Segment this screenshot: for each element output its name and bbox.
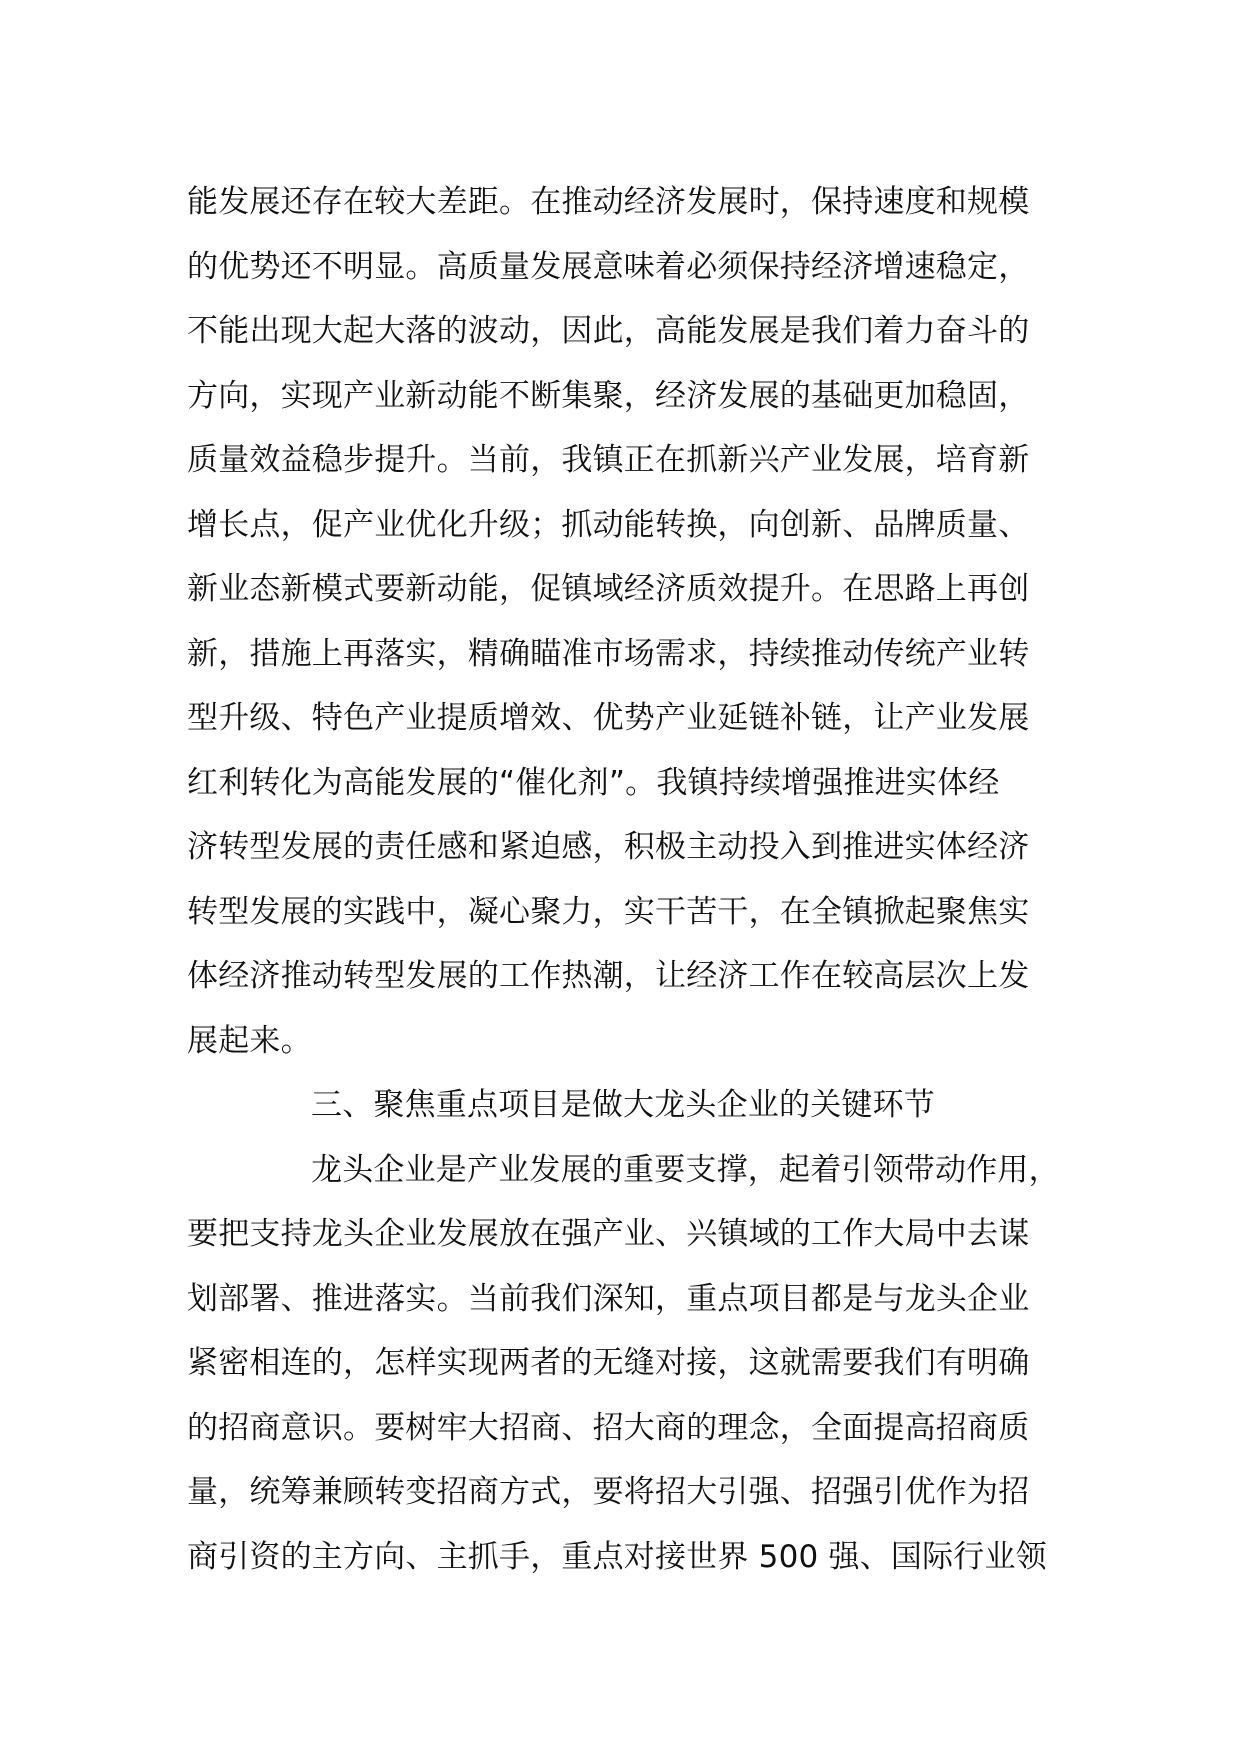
- paragraph-line: 济转型发展的责任感和紧迫感，积极主动投入到推进实体经济: [187, 829, 1030, 865]
- paragraph-line: 型升级、特色产业提质增效、优势产业延链补链，让产业发展: [187, 700, 1030, 736]
- paragraph-line: 新业态新模式要新动能，促镇域经济质效提升。在思路上再创: [187, 571, 1030, 607]
- paragraph-line: 龙头企业是产业发展的重要支撑，起着引领带动作用，: [311, 1151, 1060, 1188]
- paragraph-line: 划部署、推进落实。当前我们深知，重点项目都是与龙头企业: [187, 1280, 1030, 1317]
- paragraph-line: 能发展还存在较大差距。在推动经济发展时，保持速度和规模: [187, 184, 1030, 220]
- paragraph-line: 方向，实现产业新动能不断集聚，经济发展的基础更加稳固，: [187, 377, 1030, 414]
- paragraph-1: [187, 170, 1087, 1073]
- paragraph-2: [187, 1138, 1087, 1590]
- paragraph-line: 要把支持龙头企业发展放在强产业、兴镇域的工作大局中去谋: [187, 1216, 1030, 1252]
- paragraph-line: 红利转化为高能发展的“催化剂”。我镇持续增强推进实体经: [187, 764, 1000, 801]
- paragraph-line: 展起来。: [187, 1022, 312, 1059]
- paragraph-line: 商引资的主方向、主抓手，重点对接世界 500 强、国际行业领: [187, 1538, 1047, 1575]
- paragraph-line: 紧密相连的，怎样实现两者的无缝对接，这就需要我们有明确: [187, 1345, 1030, 1381]
- paragraph-line: 质量效益稳步提升。当前，我镇正在抓新兴产业发展，培育新: [187, 442, 1030, 478]
- body-text: [187, 170, 1087, 1589]
- paragraph-line: 的招商意识。要树牢大招商、招大商的理念，全面提高招商质: [187, 1409, 1030, 1446]
- paragraph-line: 新，措施上再落实，精确瞄准市场需求，持续推动传统产业转: [187, 635, 1030, 672]
- paragraph-line: 的优势还不明显。高质量发展意味着必须保持经济增速稳定，: [187, 248, 1030, 285]
- section-heading: 三、聚焦重点项目是做大龙头企业的关键环节: [311, 1087, 935, 1123]
- paragraph-line: 不能出现大起大落的波动，因此，高能发展是我们着力奋斗的: [187, 313, 1030, 349]
- paragraph-line: 增长点，促产业优化升级；抓动能转换，向创新、品牌质量、: [187, 506, 1030, 543]
- paragraph-line: 转型发展的实践中，凝心聚力，实干苦干，在全镇掀起聚焦实: [187, 893, 1030, 930]
- paragraph-line: 体经济推动转型发展的工作热潮，让经济工作在较高层次上发: [187, 958, 1030, 994]
- paragraph-line: 量，统筹兼顾转变招商方式，要将招大引强、招强引优作为招: [187, 1474, 1030, 1510]
